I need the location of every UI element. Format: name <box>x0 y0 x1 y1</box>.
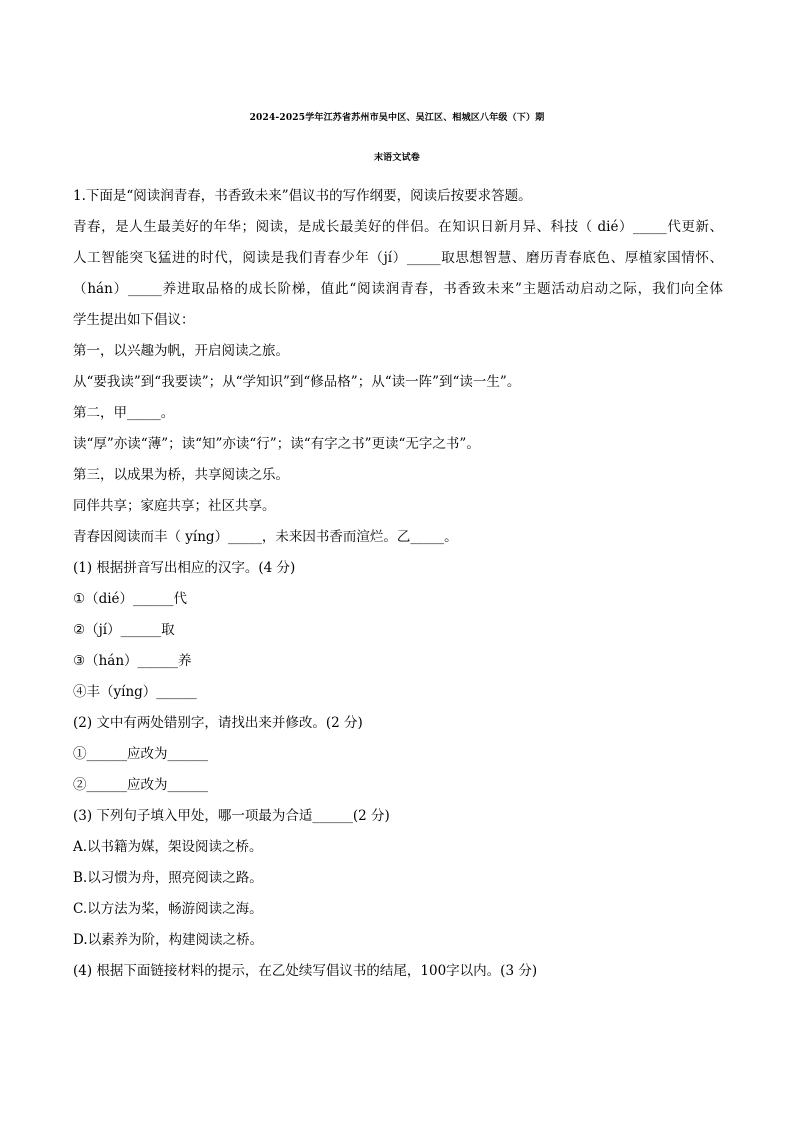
choice-option-d: D.以素养为阶，构建阅读之桥。 <box>73 932 264 948</box>
proposal-detail-2: 读“厚”亦读“薄”；读“知”亦读“行”；读“有字之书”更读“无字之书”。 <box>73 436 480 452</box>
sub-question-2: (2) 文中有两处错别字，请找出来并修改。(2 分) <box>73 715 363 731</box>
sub-question-4: (4) 根据下面链接材料的提示，在乙处续写倡议书的结尾，100字以内。(3 分) <box>73 963 538 979</box>
choice-option-c: C.以方法为桨，畅游阅读之海。 <box>73 901 263 917</box>
answer-blank-line: ④丰（yíng）______ <box>73 684 197 700</box>
answer-blank-line: ②______应改为______ <box>73 777 208 793</box>
exam-title-line-2: 末语文试卷 <box>373 153 420 163</box>
proposal-detail-3: 同伴共享；家庭共享；社区共享。 <box>73 498 276 514</box>
choice-option-b: B.以习惯为舟，照亮阅读之路。 <box>73 870 263 886</box>
passage-line: 人工智能突飞猛进的时代，阅读是我们青春少年（jí）_____取思想智慧、磨历青春底色、厚植家国情怀、 <box>73 250 723 266</box>
answer-blank-line: ③（hán）______养 <box>73 653 192 669</box>
passage-line: 学生提出如下倡议： <box>73 312 195 328</box>
answer-blank-line: ①（dié）______代 <box>73 591 188 607</box>
question-intro: 1.下面是“阅读润青春，书香致未来”倡议书的写作纲要，阅读后按要求答题。 <box>73 188 532 204</box>
proposal-point-3: 第三，以成果为桥，共享阅读之乐。 <box>73 467 289 483</box>
proposal-point-2: 第二，甲_____。 <box>73 405 175 421</box>
exam-title-line-1: 2024-2025学年江苏省苏州市吴中区、吴江区、相城区八年级（下）期 <box>249 113 545 123</box>
proposal-detail-1: 从“要我读”到“我要读”；从“学知识”到“修品格”；从“读一阵”到“读一生”。 <box>73 374 521 390</box>
proposal-closing: 青春因阅读而丰（ yíng）_____，未来因书香而渲烂。乙_____。 <box>73 529 458 545</box>
answer-blank-line: ①______应改为______ <box>73 746 208 762</box>
passage-line: （hán）_____养进取品格的成长阶梯，值此“阅读润青春，书香致未来”主题活动启动之际，我们向全体 <box>73 281 723 297</box>
sub-question-3: (3) 下列句子填入甲处，哪一项最为合适______(2 分) <box>73 808 390 824</box>
proposal-point-1: 第一，以兴趣为帆，开启阅读之旅。 <box>73 343 289 359</box>
answer-blank-line: ②（jí）______取 <box>73 622 175 638</box>
passage-line: 青春，是人生最美好的年华；阅读，是成长最美好的伴侣。在知识日新月异、科技（ dié）_____代更新、 <box>73 219 723 235</box>
choice-option-a: A.以书籍为媒，架设阅读之桥。 <box>73 839 263 855</box>
question-body <box>73 181 723 987</box>
sub-question-1: (1) 根据拼音写出相应的汉字。(4 分) <box>73 560 296 576</box>
